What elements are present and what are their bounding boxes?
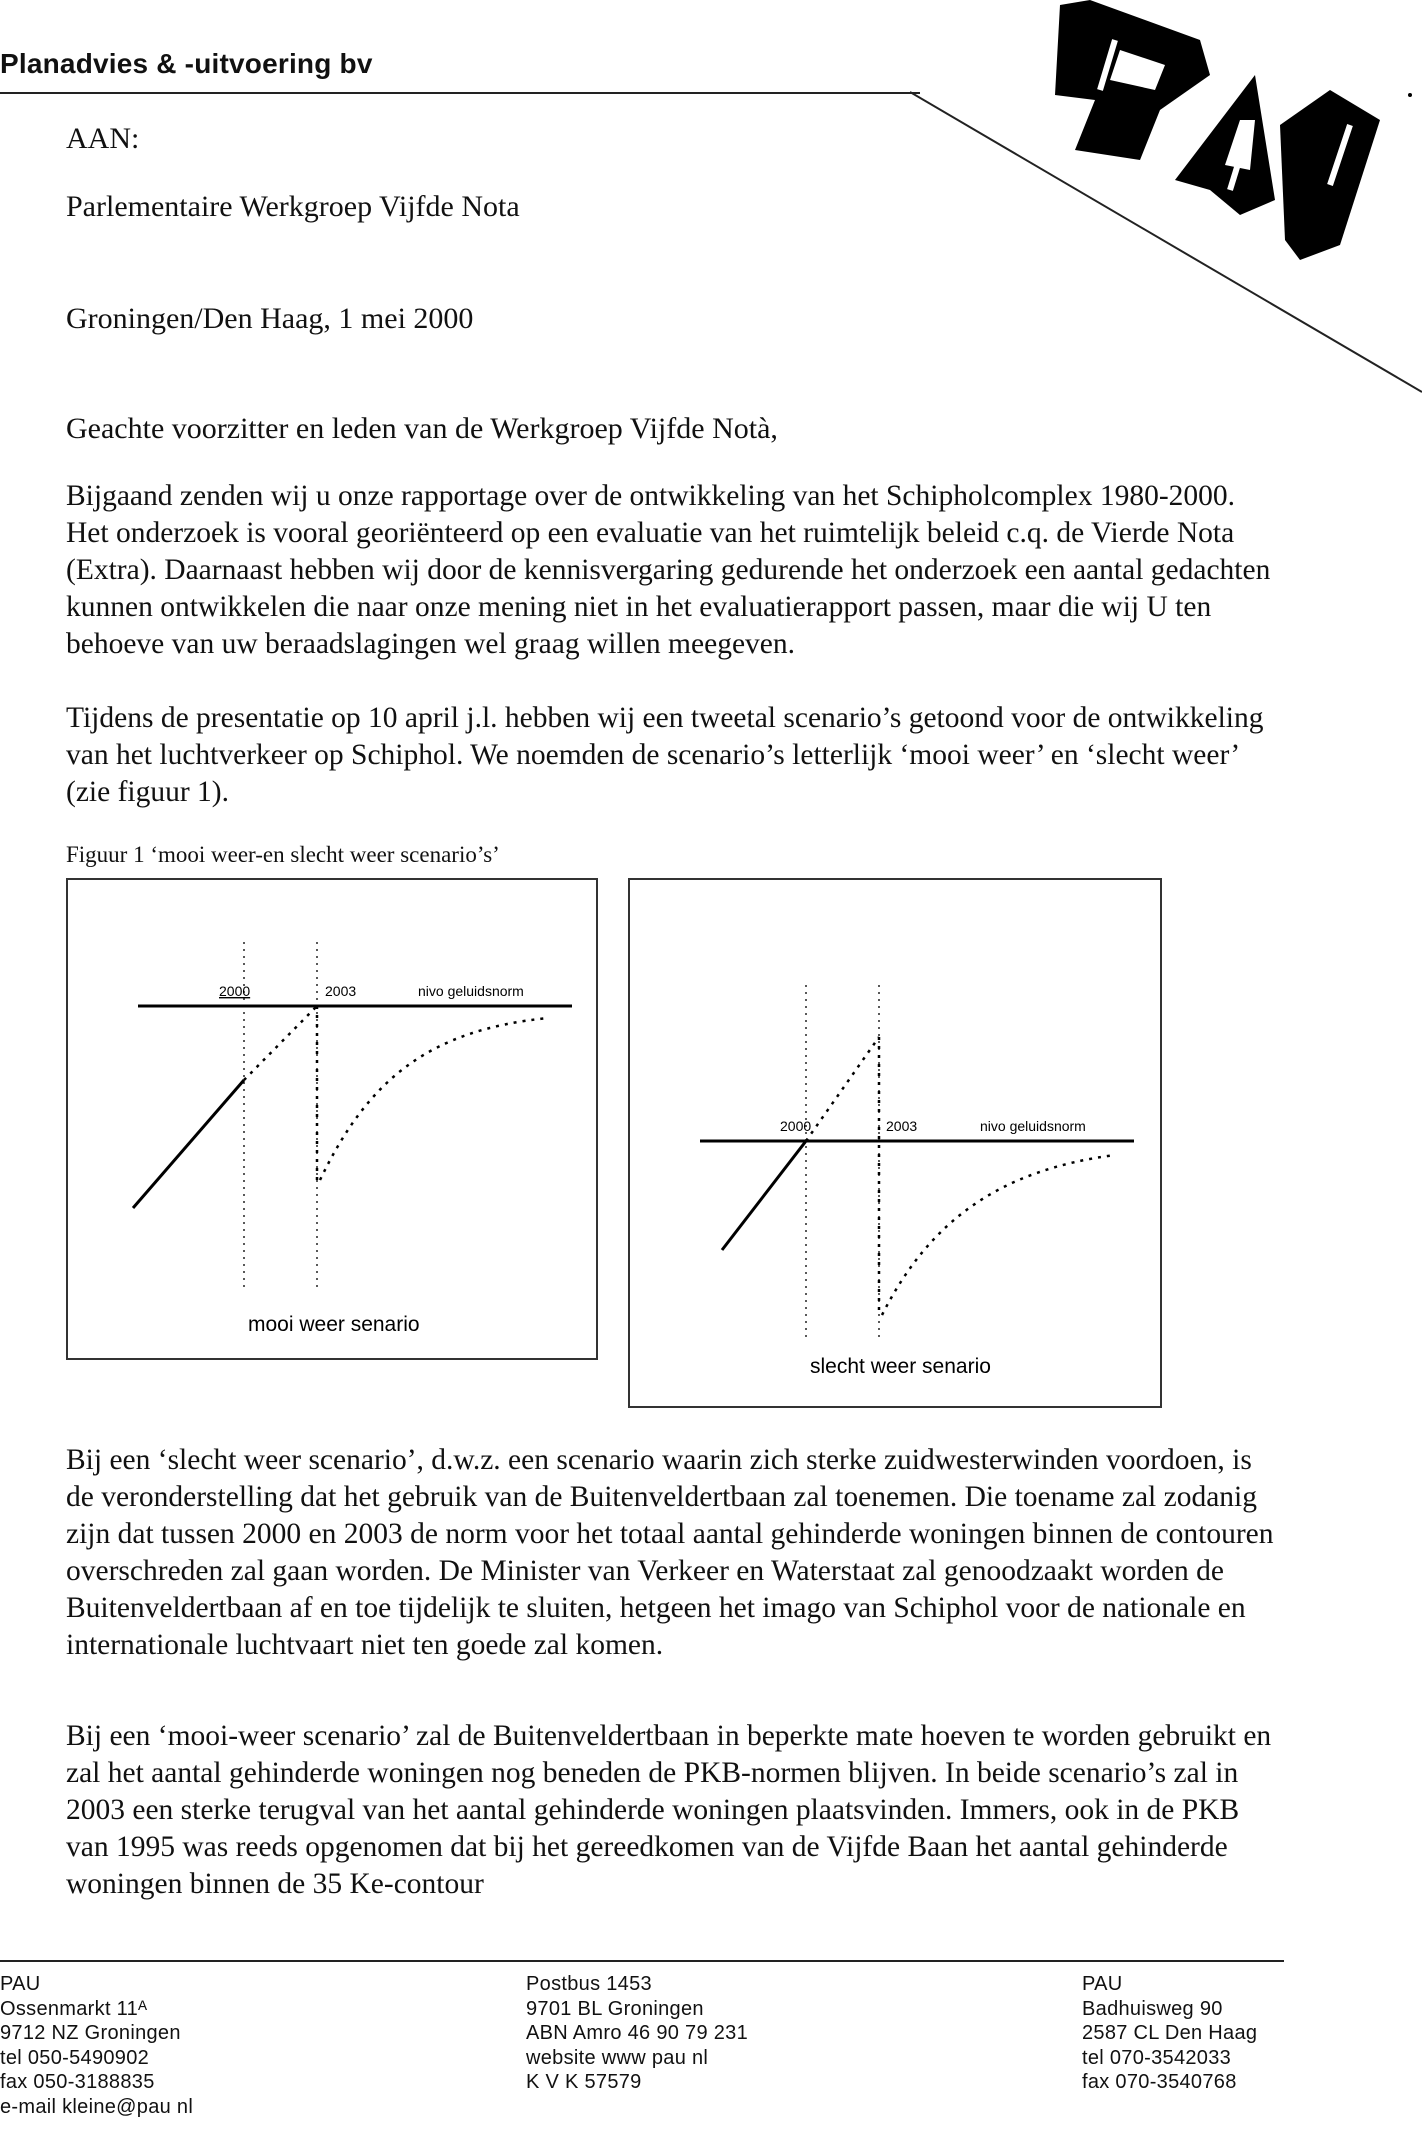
year-2000-label: 2000: [780, 1118, 812, 1134]
aan-label: AAN:: [66, 122, 140, 155]
header-rule: [0, 92, 920, 94]
company-name: Planadvies & -uitvoering bv: [0, 48, 373, 79]
footer-postal-bank: [526, 1972, 748, 2095]
footer-website: website www pau nl: [526, 2046, 709, 2069]
recovery-curve: [882, 1155, 1115, 1315]
recovery-curve: [320, 1018, 548, 1180]
scenario-title: slecht weer senario: [810, 1355, 991, 1378]
footer-line: fax 050-3188835: [0, 2071, 155, 2093]
growth-solid-line: [722, 1141, 806, 1250]
year-2000-label: 2000: [219, 983, 251, 999]
paragraph-slecht-weer: Bij een ‘slecht weer scenario’, d.w.z. een scenario waarin zich sterke zuidwesterwinden voordoen, is de veronderstelling dat het gebruik van de Buitenveldertbaan zal toenemen. Die toename zal zodanig zijn dat tussen 2000 en 2003 de norm voor het totaal aantal gehinderde woningen binnen de contouren overschreden zal gaan worden. De Minister van Verkeer en Waterstaat zal genoodzaakt worden de Buitenveldertbaan af en toe tijdelijk te sluiten, hetgeen het imago van Schiphol voor de nationale en internationale luchtvaart niet ten goede zal komen.: [66, 1444, 1274, 1661]
footer-line: K V K 57579: [526, 2071, 642, 2093]
footer-line: 9701 BL Groningen: [526, 1997, 704, 2020]
footer-line: Ossenmarkt 11ᴬ: [0, 1997, 148, 2020]
scenario-title: mooi weer senario: [248, 1313, 420, 1336]
footer-rule: [0, 1960, 1284, 1962]
addressee: Parlementaire Werkgroep Vijfde Nota: [66, 190, 520, 223]
scenario-panel-slecht-weer: [628, 878, 1162, 1408]
footer-line: tel 050-5490902: [0, 2046, 150, 2069]
footer-line: Postbus 1453: [526, 1973, 652, 1995]
scenario-panel-mooi-weer: [66, 878, 598, 1360]
growth-projected-line: [244, 1006, 317, 1080]
pau-logo: [910, 0, 1422, 400]
paragraph-intro: Bijgaand zenden wij u onze rapportage over de ontwikkeling van het Schipholcomplex 1980-2000. Het onderzoek is vooral georiënteerd op een evaluatie van het ruimtelijk beleid c.q. de Vierde Nota (Extra). Daarnaast hebben wij door de kennisvergaring gedurende het onderzoek een aantal gedachten kunnen ontwikkelen die naar onze mening niet in het evaluatierapport passen, maar die wij U ten behoeve van uw beraadslagingen wel graag willen meegeven.: [66, 480, 1271, 660]
growth-solid-line: [133, 1080, 244, 1208]
norm-label: nivo geluidsnorm: [980, 1118, 1086, 1134]
footer-line: PAU: [1082, 1973, 1123, 1995]
paragraph-presentation: Tijdens de presentatie op 10 april j.l. hebben wij een tweetal scenario’s getoond voor de ontwikkeling van het luchtverkeer op Schiphol. We noemden de scenario’s letterlijk ‘mooi weer’ en ‘slecht weer’ (zie figuur 1).: [66, 702, 1264, 808]
footer-line: ABN Amro 46 90 79 231: [526, 2022, 748, 2044]
footer-denhaag-address: [1082, 1972, 1257, 2095]
norm-label: nivo geluidsnorm: [418, 983, 524, 999]
paragraph-mooi-weer: Bij een ‘mooi-weer scenario’ zal de Buitenveldertbaan in beperkte mate hoeven te worden gebruikt en zal het aantal gehinderde woningen nog beneden de PKB-normen blijven. In beide scenario’s zal in 2003 een sterke terugval van het aantal gehinderde woningen plaatsvinden. Immers, ook in de PKB van 1995 was reeds opgenomen dat bij het gereedkomen van de Vijfde Baan het aantal gehinderde woningen binnen de 35 Ke-contour: [66, 1720, 1272, 1900]
place-date: Groningen/Den Haag, 1 mei 2000: [66, 302, 474, 335]
footer-line: fax 070-3540768: [1082, 2071, 1237, 2093]
footer-line: PAU: [0, 1973, 41, 1995]
year-2003-label: 2003: [325, 983, 357, 999]
footer-line: Badhuisweg 90: [1082, 1997, 1223, 2020]
salutation: Geachte voorzitter en leden van de Werkgroep Vijfde Notà,: [66, 412, 778, 445]
footer-groningen-address: [0, 1972, 193, 2119]
figure-caption: Figuur 1 ‘mooi weer-en slecht weer scenario’s’: [66, 842, 500, 867]
footer-line: 2587 CL Den Haag: [1082, 2022, 1258, 2044]
footer-line: 9712 NZ Groningen: [0, 2022, 181, 2044]
year-2003-label: 2003: [886, 1118, 918, 1134]
footer-email: e-mail kleine@pau nl: [0, 2095, 194, 2118]
footer-line: tel 070-3542033: [1082, 2046, 1232, 2069]
growth-projected-line: [806, 1037, 879, 1141]
